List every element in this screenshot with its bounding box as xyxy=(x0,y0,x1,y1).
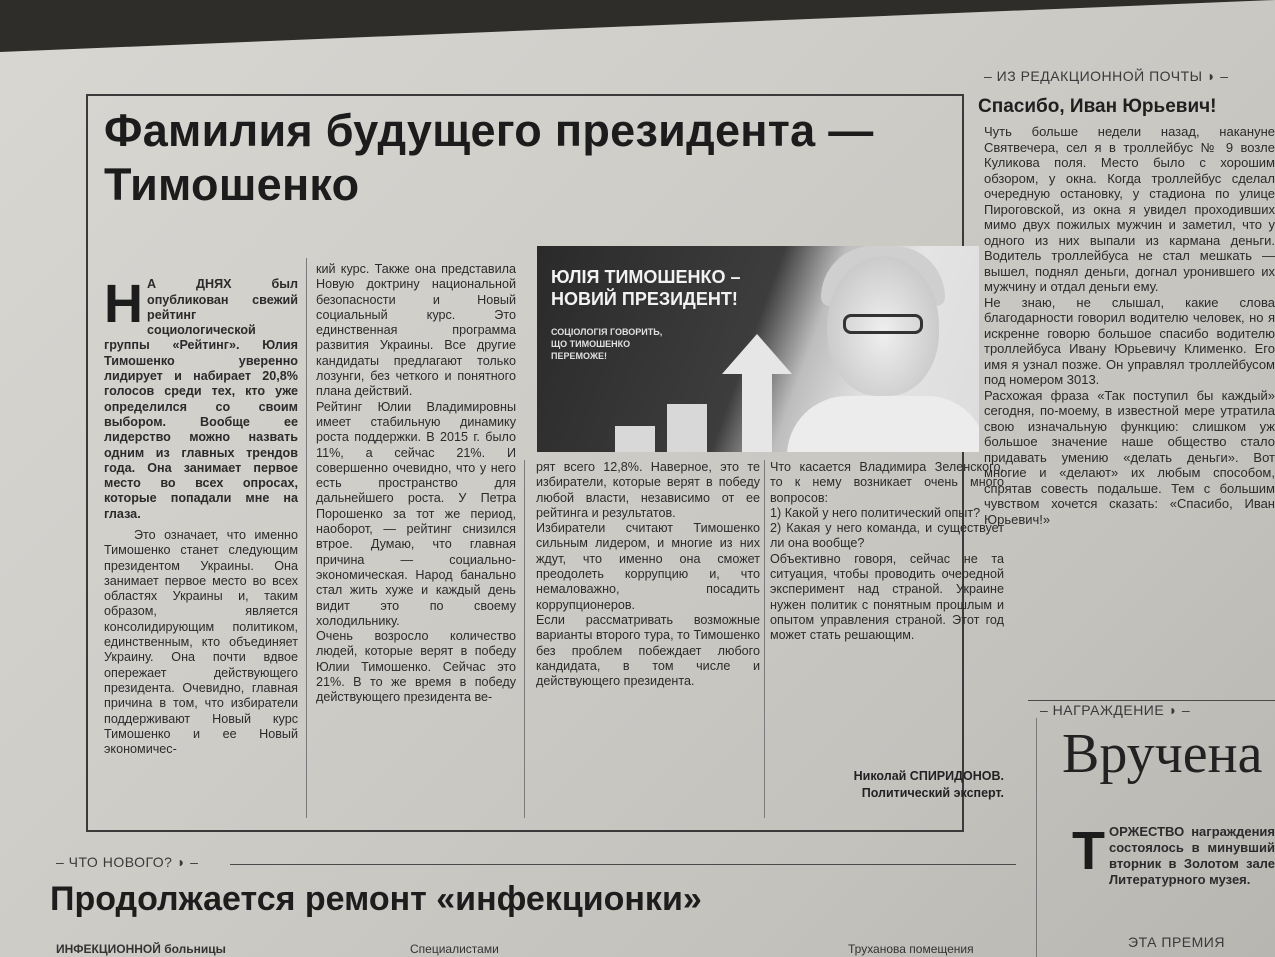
article-lead-text: А ДНЯХ был опубликован свежий рейтинг социологической группы «Рейтинг». Юлия Тимошенко уверенно лидирует и набирает 20,8% голосов среди тех, кто уже определился со своим выбором. Вообще ее лидерство можно назвать одним из главных трендов года. Она занимает первое место во всех опросах, которые попадали мне на глаза. xyxy=(104,277,298,521)
news-cut-text: Труханова помещения xyxy=(848,942,974,956)
award-body xyxy=(1072,808,1275,918)
campaign-photo xyxy=(537,246,979,452)
section-label-letters: – ИЗ РЕДАКЦИОННОЙ ПОЧТЫ ◗ – xyxy=(984,68,1229,84)
portrait-glasses xyxy=(843,314,923,334)
section-rule xyxy=(1028,700,1275,701)
column-divider xyxy=(1036,718,1037,957)
award-next-text: ЭТА ПРЕМИЯ xyxy=(1128,934,1225,950)
article-column-3: рят всего 12,8%. Наверное, это те избиратели, которые верят в победу любой власти, независимо от ее рейтинга и результатов. Избиратели считают Тимошенко сильным лидером, и многие из них ждут, что именно она сможет преодолеть коррупцию и, что немаловажно, посадить коррупционеров. Если рассматривать возможные варианты второго тура, то Тимошенко без проблем побеждает любого кандидата, в том числе и действующего президента. xyxy=(536,460,760,689)
news-cut-text: Специалистами xyxy=(410,942,499,956)
award-dropcap: Т xyxy=(1072,821,1105,881)
author-role: Политический эксперт. xyxy=(861,786,1004,800)
article-author xyxy=(770,768,1004,802)
portrait-shoulders xyxy=(787,396,979,452)
author-name: Николай СПИРИДОНОВ. xyxy=(853,769,1004,783)
column-divider xyxy=(306,258,307,818)
section-rule xyxy=(230,864,1016,865)
photo-title: ЮЛІЯ ТИМОШЕНКО – НОВИЙ ПРЕЗИДЕНТ! xyxy=(551,267,741,309)
news-cut-text: ИНФЕКЦИОННОЙ больницы xyxy=(56,942,226,956)
award-body-text: ОРЖЕСТВО награждения состоялось в минувший вторник в Золотом зале Литературного музея. xyxy=(1109,824,1275,887)
award-title: Вручена xyxy=(1062,723,1263,785)
article-lead xyxy=(104,262,298,522)
photo-bar xyxy=(667,404,707,452)
column-divider xyxy=(764,460,765,818)
section-label-award: – НАГРАЖДЕНИЕ ◗ – xyxy=(1040,702,1191,718)
headline-line-2: Тимошенко xyxy=(104,159,360,210)
headline-line-1: Фамилия будущего президента — xyxy=(104,105,874,156)
letter-title: Спасибо, Иван Юрьевич! xyxy=(978,96,1217,117)
section-label-news: – ЧТО НОВОГО? ◗ – xyxy=(56,854,199,870)
article-column-2: кий курс. Также она представила Новую доктрину национальной безопасности и Новый социальный курс. Это единственная программа развития Украины. Все другие кандидаты предлагают только лозунги, без четкого и понятного плана действий. Рейтинг Юлии Владимировны имеет стабильную динамику роста поддержки. В 2015 г. было 11%, а сейчас 21%. И совершенно очевидно, что у него есть пространство для дальнейшего роста. У Петра Порошенко за тот же период, наоборот, — рейтинг снизился втрое. Думаю, что главная причина — социально-экономическая. Народ банально стал жить хуже и каждый день видит это по своему холодильнику. Очень возросло количество людей, которые верят в победу Юлии Тимошенко. Сейчас это 21%. В то же время в победу действующего президента ве- xyxy=(316,262,516,705)
letter-body: Чуть больше недели назад, накануне Святвечера, сел я в троллейбус № 9 возле Куликова поля. Место было с хорошим обзором, у окна. Когда троллейбус сделал очередную остановку, у стадиона по улице Пироговской, из окна я увидел проходивших мимо двух пожилых мужчин и заметил, что у одного из них выпали из кармана деньги. Водитель троллейбуса не стал мешкать — вышел, поднял деньги, догнал уронившего их мужчину и отдал деньги ему. Не знаю, не слышал, какие слова благодарности говорил водителю человек, но я искренне говорю большое спасибо водителю троллейбуса Ивану Юрьевичу Клименко. Его имя я узнал позже. Он управлял троллейбусом под номером 3013. Расхожая фраза «Так поступил бы каждый» сегодня, по-моему, в известной мере утратила свою изначальную функцию: слишком уж большое значение наше общество стало придавать умению «делать деньги». Вот многие и «делают» их любым способом, спрятав совесть подальше. Тем с большим чувством хочется сказать: «Спасибо, Иван Юрьевич!» xyxy=(984,124,1275,527)
growth-arrow-icon xyxy=(722,334,792,452)
photo-subtitle: СОЦІОЛОГІЯ ГОВОРИТЬ, ЩО ТИМОШЕНКО ПЕРЕМОЖЕ! xyxy=(551,327,663,361)
article-dropcap: Н xyxy=(104,274,143,335)
article-column-1: Это означает, что именно Тимошенко станет следующим президентом Украины. Она занимает первое место во всех областях Украины и, таким образом, является консолидирующим политиком, единственным, кто объединяет Украину. Она почти вдвое опережает действующего президента. Очевидно, главная причина в том, что избиратели поддерживают Новый курс Тимошенко и ее Новый экономичес- xyxy=(104,528,298,757)
article-column-4: Что касается Владимира Зеленского, то к нему возникает очень много вопросов: 1) Какой у него политический опыт? 2) Какая у него команда, и существует ли она вообще? Объективно говоря, сейчас не та ситуация, чтобы проводить очередной эксперимент над страной. Украине нужен политик с понятным прошлым и опытом управления страной. Этот год может стать решающим. xyxy=(770,460,1004,643)
article-headline xyxy=(104,104,924,212)
news-headline: Продолжается ремонт «инфекционки» xyxy=(50,880,702,918)
photo-bar xyxy=(615,426,655,452)
column-divider xyxy=(524,460,525,818)
